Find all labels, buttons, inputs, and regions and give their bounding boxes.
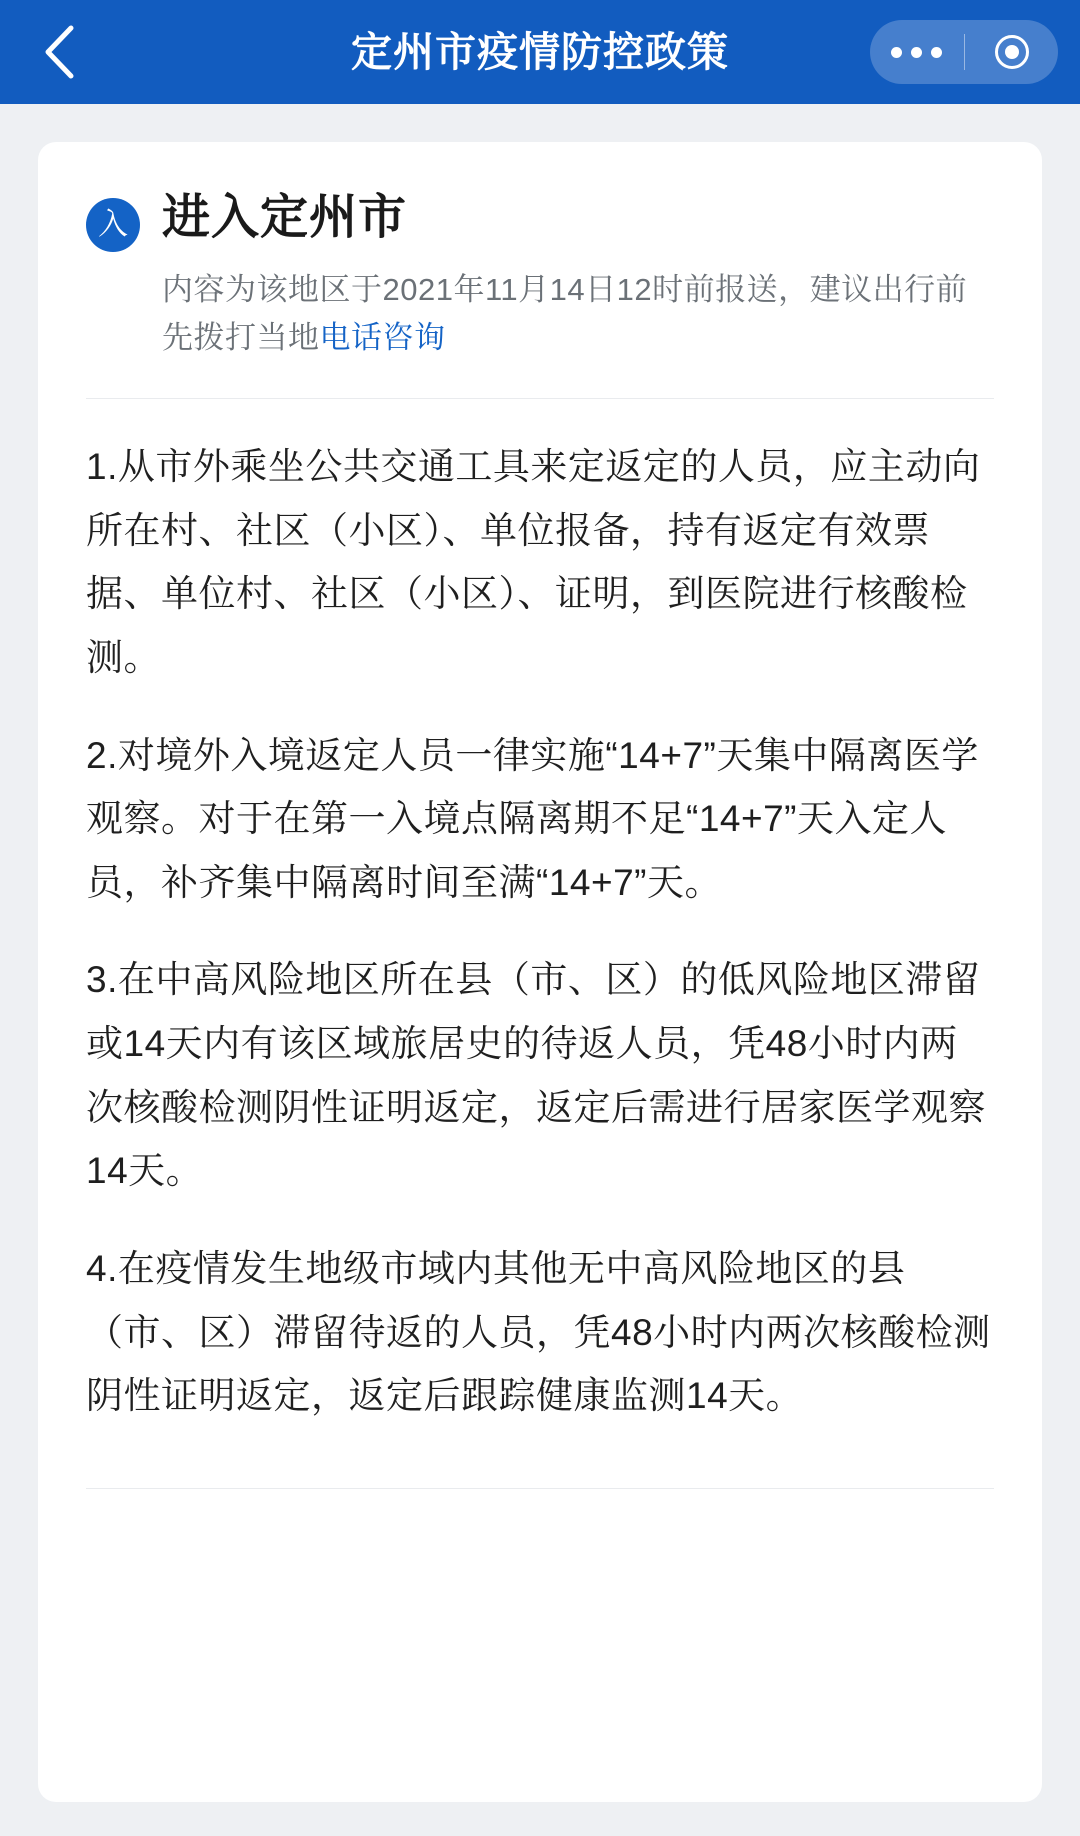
card-header xyxy=(86,188,994,362)
chevron-left-icon xyxy=(41,24,75,80)
page-title: 定州市疫情防控政策 xyxy=(351,29,729,75)
page-content xyxy=(0,104,1080,1802)
target-circle-icon[interactable] xyxy=(965,20,1058,84)
policy-list xyxy=(86,399,994,1428)
phone-consult-link[interactable]: 电话咨询 xyxy=(319,320,446,356)
more-dots-icon[interactable] xyxy=(870,20,963,84)
policy-item: 4.在疫情发生地级市域内其他无中高风险地区的县（市、区）滞留待返的人员，凭48小时内两次核酸检测阴性证明返定，返定后跟踪健康监测14天。 xyxy=(86,1247,991,1417)
policy-item: 3.在中高风险地区所在县（市、区）的低风险地区滞留或14天内有该区域旅居史的待返人员，凭48小时内两次核酸检测阴性证明返定，返定后需进行居家医学观察14天。 xyxy=(86,959,986,1192)
enter-city-badge-icon: 入 xyxy=(86,198,140,252)
back-button[interactable] xyxy=(28,22,88,82)
top-navigation-bar xyxy=(0,0,1080,104)
policy-card xyxy=(38,142,1042,1802)
mini-program-capsule xyxy=(870,20,1058,84)
policy-item: 1.从市外乘坐公共交通工具来定返定的人员，应主动向所在村、社区（小区）、单位报备，持有返定有效票据、单位村、社区（小区）、证明，到医院进行核酸检测。 xyxy=(86,446,981,678)
policy-item: 2.对境外入境返定人员一律实施“14+7”天集中隔离医学观察。对于在第一入境点隔离期不足“14+7”天入定人员，补齐集中隔离时间至满“14+7”天。 xyxy=(86,734,979,903)
card-title: 进入定州市 xyxy=(162,191,408,244)
card-subtitle-text: 内容为该地区于2021年11月14日12时前报送，建议出行前先拨打当地 xyxy=(162,272,968,356)
card-subtitle xyxy=(162,266,994,362)
section-divider xyxy=(86,1488,994,1489)
